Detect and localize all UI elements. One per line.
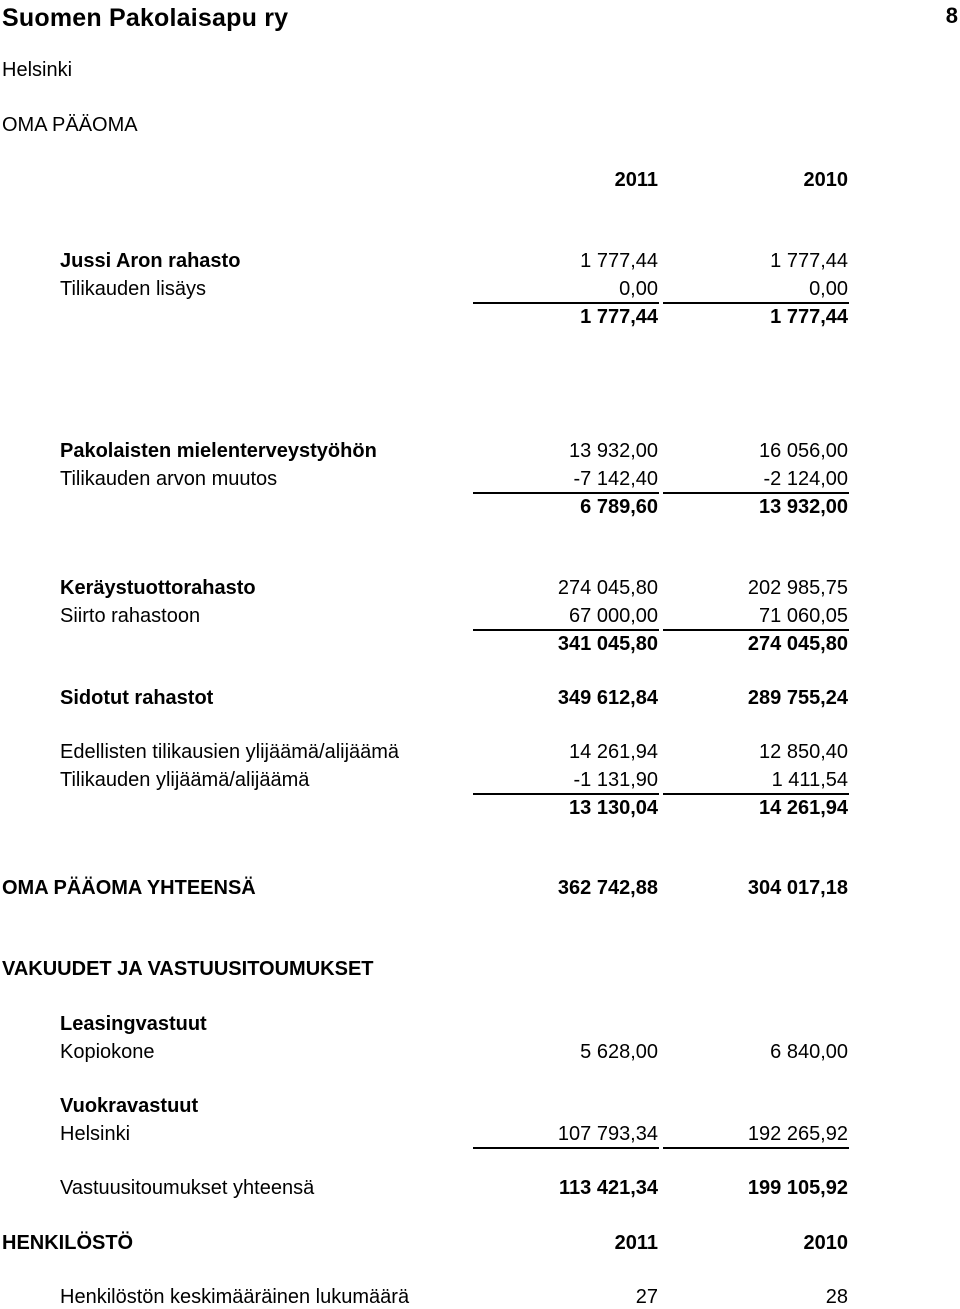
tilikauden-2011: -1 131,90 [573,769,658,791]
sum-rule [473,302,659,304]
page-number: 8 [945,3,958,28]
edellisten-2010: 12 850,40 [759,741,848,763]
sum-rule [663,492,849,494]
siirto-2010: 71 060,05 [759,605,848,627]
kopiokone-label: Kopiokone [60,1041,155,1063]
kopiokone-2010: 6 840,00 [770,1041,848,1063]
sum-rule [663,302,849,304]
keraystuottorahasto-label: Keräystuottorahasto [60,577,256,599]
jussi-sum-2010: 1 777,44 [770,306,848,328]
sum-rule [663,1147,849,1149]
leasingvastuut-title: Leasingvastuut [60,1013,207,1035]
pakolaisten-sum-2011: 6 789,60 [580,496,658,518]
section-title-vakuudet: VAKUUDET JA VASTUUSITOUMUKSET [2,958,374,980]
sum-rule [473,793,659,795]
helsinki-vuokra-label: Helsinki [60,1123,131,1145]
arvon-muutos-2011: -7 142,40 [573,468,658,490]
arvon-muutos-2010: -2 124,00 [763,468,848,490]
henkiloston-lukumaara-label: Henkilöstön keskimääräinen lukumäärä [60,1286,410,1308]
henkilosto-2010: 28 [825,1286,848,1308]
keraystuotto-sum-2010: 274 045,80 [747,633,848,655]
edellisten-ylijaama-label: Edellisten tilikausien ylijäämä/alijäämä [60,741,400,763]
section-title-henkilosto: HENKILÖSTÖ [2,1232,134,1254]
city-label: Helsinki [2,59,73,81]
sidotut-rahastot-label: Sidotut rahastot [60,687,214,709]
henkilosto-2011: 27 [635,1286,658,1308]
jussi-2011: 1 777,44 [580,250,658,272]
ylijaama-sum-2011: 13 130,04 [569,797,658,819]
pakolaisten-2010: 16 056,00 [759,440,848,462]
henkilosto-year-2011: 2011 [614,1232,658,1254]
siirto-rahastoon-label: Siirto rahastoon [60,605,201,627]
organization-name: Suomen Pakolaisapu ry [2,4,289,32]
jussi-2010: 1 777,44 [770,250,848,272]
sum-rule [473,629,659,631]
tilikauden-ylijaama-label: Tilikauden ylijäämä/alijäämä [60,769,310,791]
pakolaisten-sum-2010: 13 932,00 [759,496,848,518]
sidotut-2010: 289 755,24 [747,687,848,709]
pakolaisten-2011: 13 932,00 [569,440,658,462]
jussi-sum-2011: 1 777,44 [580,306,658,328]
helsinki-vuokra-2010: 192 265,92 [747,1123,848,1145]
henkilosto-year-2010: 2010 [803,1232,848,1254]
jussi-lisays-2011: 0,00 [619,278,658,300]
jussi-aron-rahasto-label: Jussi Aron rahasto [60,250,241,272]
oma-paaoma-total-2011: 362 742,88 [557,877,658,899]
keraystuotto-sum-2011: 341 045,80 [557,633,658,655]
sum-rule [663,793,849,795]
kopiokone-2011: 5 628,00 [580,1041,658,1063]
vastuusitoumukset-yhteensa-label: Vastuusitoumukset yhteensä [60,1177,315,1199]
jussi-lisays-label: Tilikauden lisäys [60,278,206,300]
arvon-muutos-label: Tilikauden arvon muutos [60,468,278,490]
sidotut-2011: 349 612,84 [557,687,658,709]
sum-rule [473,492,659,494]
pakolaisten-label: Pakolaisten mielenterveystyöhön [60,440,377,462]
sum-rule [663,629,849,631]
section-title-oma-paaoma: OMA PÄÄOMA [2,114,138,136]
year-header-2010: 2010 [803,169,848,191]
keraystuotto-2010: 202 985,75 [747,577,848,599]
edellisten-2011: 14 261,94 [569,741,658,763]
jussi-lisays-2010: 0,00 [809,278,848,300]
sum-rule [473,1147,659,1149]
oma-paaoma-total-2010: 304 017,18 [747,877,848,899]
ylijaama-sum-2010: 14 261,94 [759,797,848,819]
vuokravastuut-title: Vuokravastuut [60,1095,199,1117]
helsinki-vuokra-2011: 107 793,34 [557,1123,658,1145]
keraystuotto-2011: 274 045,80 [557,577,658,599]
year-header-2011: 2011 [614,169,658,191]
oma-paaoma-yhteensa-label: OMA PÄÄOMA YHTEENSÄ [2,877,256,899]
tilikauden-2010: 1 411,54 [771,769,848,791]
vastuusitoumukset-total-2011: 113 421,34 [559,1177,658,1199]
vastuusitoumukset-total-2010: 199 105,92 [747,1177,848,1199]
siirto-2011: 67 000,00 [569,605,658,627]
